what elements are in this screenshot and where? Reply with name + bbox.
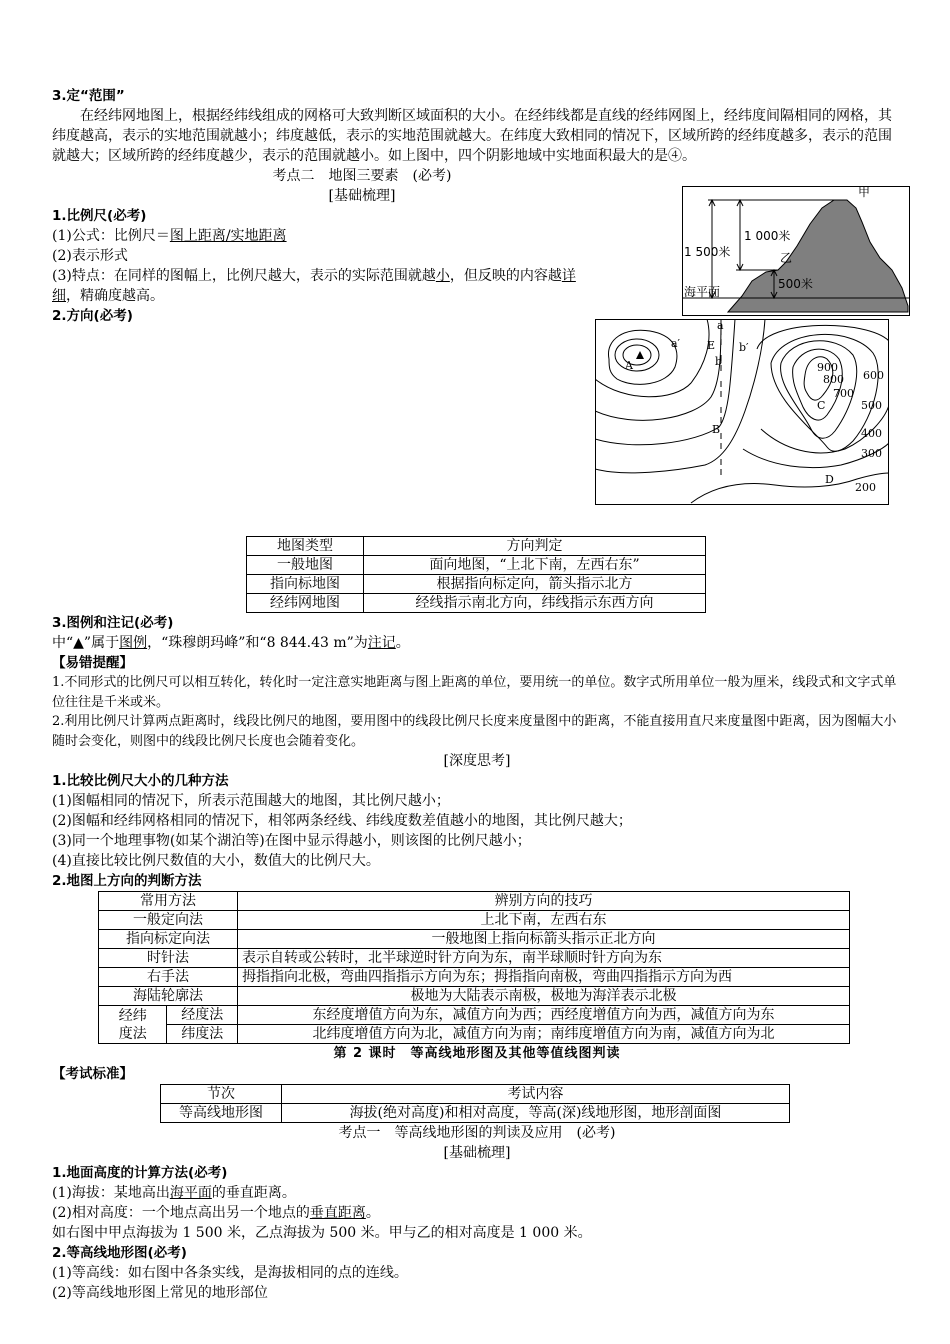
fig1-yi: 乙 xyxy=(780,251,793,265)
section3-paragraph: 在经纬网地图上，根据经纬线组成的网格可大致判断区域面积的大小。在经纬线都是直线的经纬网图上，经纬度间隔相同的网格，其纬度越高，表示的实地范围就越小；纬度越低，表示的实地范围就越大。在纬度大致相同的情况下，区域所跨的经纬度越多，表示的范围就越大；区域所跨的经纬度越少，表示的范围就越小。如上图中，四个阴影地域中实地面积最大的是④。 xyxy=(52,108,892,164)
table-cell: 时针法 xyxy=(99,949,238,968)
table-row xyxy=(161,1104,790,1123)
legend-line: 中“▲”属于图例，“珠穆朗玛峰”和“8 844.43 m”为注记。 xyxy=(52,635,410,651)
table-cell: 等高线地形图 xyxy=(161,1104,282,1123)
table-row xyxy=(247,556,706,575)
section3-title: 3.定“范围” xyxy=(52,88,125,104)
table-row xyxy=(99,968,850,987)
height-example: 如右图中甲点海拔为 1 500 米，乙点海拔为 500 米。甲与乙的相对高度是 1 000 米。 xyxy=(52,1225,592,1241)
fig1-1500: 1 500米 xyxy=(684,245,731,259)
error-reminder-title: 【易错提醒】 xyxy=(52,655,133,671)
list-item: (3)同一个地理事物(如某个湖泊等)在图中显示得越小，则该图的比例尺越小； xyxy=(52,833,531,849)
fig1-500: 500米 xyxy=(778,277,813,291)
svg-text:300: 300 xyxy=(861,447,882,460)
scale-forms: (2)表示形式 xyxy=(52,248,128,264)
svg-text:E: E xyxy=(707,339,716,352)
svg-text:400: 400 xyxy=(861,427,882,440)
scale-formula: (1)公式：比例尺＝图上距离/实地距离 xyxy=(52,228,287,244)
scale-feature-cont: 细，精确度越高。 xyxy=(52,288,164,304)
table-cell: 表示自转或公转时，北半球逆时针方向为东，南半球顺时针方向为东 xyxy=(238,949,850,968)
table-cell: 海拔(绝对高度)和相对高度，等高(深)线地形图，地形剖面图 xyxy=(282,1104,790,1123)
contour-map-figure xyxy=(595,319,889,505)
svg-text:b′: b′ xyxy=(739,341,749,354)
svg-text:a′: a′ xyxy=(671,337,681,350)
svg-text:D: D xyxy=(825,473,834,486)
legend-title: 3.图例和注记(必考) xyxy=(52,615,174,631)
fig1-1000: 1 000米 xyxy=(744,229,791,243)
judge-table-header: 常用方法 xyxy=(99,892,238,911)
svg-text:b: b xyxy=(715,355,723,368)
scale-title: 1.比例尺(必考) xyxy=(52,208,147,224)
contour-def: (1)等高线：如右图中各条实线，是海拔相同的点的连线。 xyxy=(52,1265,408,1281)
svg-text:800: 800 xyxy=(823,373,844,386)
error-reminder-2: 2.利用比例尺计算两点距离时，线段比例尺的地图，要用图中的线段比例尺长度来度量图中的距离，不能直接用直尺来度量图中距离，因为图幅大小随时会变化，则图中的线段比例尺长度也会随着变化。 xyxy=(52,714,897,749)
table-cell: 一般定向法 xyxy=(99,911,238,930)
table-cell: 经线指示南北方向，纬线指示东西方向 xyxy=(364,594,706,613)
table-cell: 经纬网地图 xyxy=(247,594,364,613)
table-cell: 纬度法 xyxy=(167,1025,238,1044)
exam-table-header: 考试内容 xyxy=(282,1085,790,1104)
judge-direction-table xyxy=(98,891,850,1044)
table-cell: 北纬度增值方向为北，减值方向为南；南纬度增值方向为南，减值方向为北 xyxy=(238,1025,850,1044)
table-cell: 指向标定向法 xyxy=(99,930,238,949)
table-cell: 东经度增值方向为东，减值方向为西；西经度增值方向为西，减值方向为东 xyxy=(238,1006,850,1025)
table-cell: 拇指指向北极，弯曲四指指示方向为东；拇指指向南极，弯曲四指指示方向为西 xyxy=(238,968,850,987)
svg-text:a: a xyxy=(717,319,724,332)
table-row xyxy=(99,987,850,1006)
svg-text:500: 500 xyxy=(861,399,882,412)
exam-standard-table xyxy=(160,1084,790,1123)
list-item: (1)图幅相同的情况下，所表示范围越大的地图，其比例尺越小； xyxy=(52,793,450,809)
judge-direction-title: 2.地图上方向的判断方法 xyxy=(52,873,202,889)
table-row xyxy=(99,911,850,930)
table-cell: 根据指向标定向，箭头指示北方 xyxy=(364,575,706,594)
basic-heading-2: [基础梳理] xyxy=(443,1145,511,1161)
table-row xyxy=(247,594,706,613)
judge-table-header: 辨别方向的技巧 xyxy=(238,892,850,911)
exam-table-header: 节次 xyxy=(161,1085,282,1104)
direction-title: 2.方向(必考) xyxy=(52,308,133,324)
list-item: (2)图幅和经纬网格相同的情况下，相邻两条经线、纬线度数差值越小的地图，其比例尺越大； xyxy=(52,813,632,829)
table-row xyxy=(99,1006,850,1025)
relative-height-figure xyxy=(682,186,910,316)
altitude-def: (1)海拔：某地高出海平面的垂直距离。 xyxy=(52,1185,296,1201)
list-item: (4)直接比较比例尺数值的大小，数值大的比例尺大。 xyxy=(52,853,380,869)
svg-text:C: C xyxy=(817,399,826,412)
page-content xyxy=(52,86,902,1303)
basic-heading-1: [基础梳理] xyxy=(328,188,396,204)
compare-scale-title: 1.比较比例尺大小的几种方法 xyxy=(52,773,229,789)
kp1-title: 考点一 等高线地形图的判读及应用 (必考) xyxy=(338,1125,616,1141)
table-row xyxy=(247,575,706,594)
table-cell: 面向地图，“上北下南，左西右东” xyxy=(364,556,706,575)
table-row xyxy=(99,930,850,949)
contour-title: 2.等高线地形图(必考) xyxy=(52,1245,187,1261)
deep-thinking-heading: [深度思考] xyxy=(443,753,511,769)
table-cell: 一般地图上指向标箭头指示正北方向 xyxy=(238,930,850,949)
lesson2-title: 第 2 课时 等高线地形图及其他等值线图判读 xyxy=(333,1046,621,1061)
direction-table-header: 地图类型 xyxy=(247,537,364,556)
table-row xyxy=(99,1025,850,1044)
direction-table xyxy=(246,536,706,613)
table-cell: 海陆轮廓法 xyxy=(99,987,238,1006)
table-cell: 经纬 度法 xyxy=(99,1006,167,1044)
error-reminder-1: 1.不同形式的比例尺可以相互转化，转化时一定注意实地距离与图上距离的单位，要用统一的单位。数字式所用单位一般为厘米，线段式和文字式单位往往是千米或米。 xyxy=(52,675,897,710)
table-cell: 一般地图 xyxy=(247,556,364,575)
table-row xyxy=(99,949,850,968)
svg-text:200: 200 xyxy=(855,481,876,494)
fig1-sea: 海平面 xyxy=(684,285,721,299)
kp2-title: 考点二 地图三要素 (必考) xyxy=(272,168,452,184)
table-cell: 上北下南，左西右东 xyxy=(238,911,850,930)
table-cell: 极地为大陆表示南极，极地为海洋表示北极 xyxy=(238,987,850,1006)
svg-text:A: A xyxy=(625,359,633,372)
height-calc-title: 1.地面高度的计算方法(必考) xyxy=(52,1165,228,1181)
svg-text:600: 600 xyxy=(863,369,884,382)
table-cell: 经度法 xyxy=(167,1006,238,1025)
exam-standard-title: 【考试标准】 xyxy=(52,1066,133,1082)
relative-height-def: (2)相对高度：一个地点高出另一个地点的垂直距离。 xyxy=(52,1205,380,1221)
scale-feature: (3)特点：在同样的图幅上，比例尺越大，表示的实际范围就越小，但反映的内容越详 xyxy=(52,268,576,284)
svg-text:900: 900 xyxy=(817,361,838,374)
table-cell: 右手法 xyxy=(99,968,238,987)
svg-text:700: 700 xyxy=(833,387,854,400)
table-cell: 指向标地图 xyxy=(247,575,364,594)
svg-text:B: B xyxy=(712,423,721,436)
contour-parts: (2)等高线地形图上常见的地形部位 xyxy=(52,1285,268,1301)
direction-table-header: 方向判定 xyxy=(364,537,706,556)
fig1-jia: 甲 xyxy=(858,186,871,199)
